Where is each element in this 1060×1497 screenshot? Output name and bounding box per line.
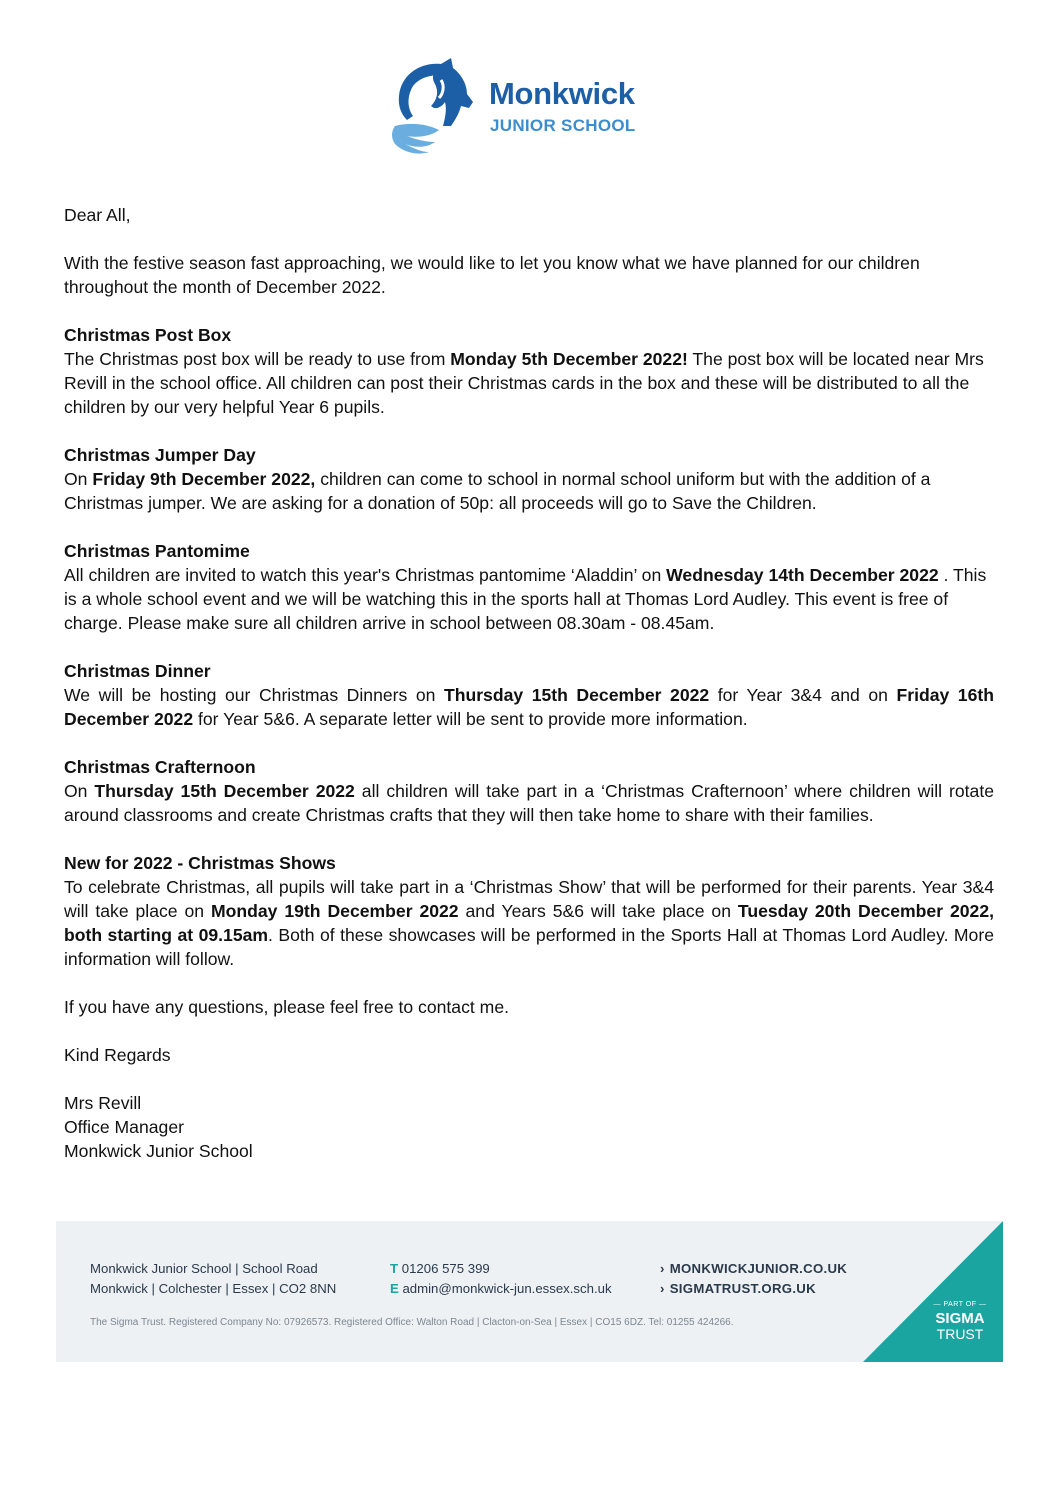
questions-paragraph: If you have any questions, please feel free to contact me. [64,997,509,1017]
phone-number: 01206 575 399 [401,1261,490,1276]
section-text: To celebrate Christmas, all pupils will take part in a ‘Christmas Show’ that will be performed for their parents. Year 3&4 will take place on Monday 19th December 2022 and Years 5&6 will take place on Tuesday 20th December 2022, both starting at 09.15am. Both of these showcases will be performed in the Sports Hall at Thomas Lord Audley. More information will follow. [64,877,995,969]
footer-contact [390,1259,612,1299]
phone [390,1259,612,1279]
pegasus-horse-icon [385,56,485,156]
section-jumper-day [64,443,994,515]
sigma-trust-badge [933,1300,987,1342]
section-text: We will be hosting our Christmas Dinners on Thursday 15th December 2022 for Year 3&4 and on Friday 16th December 2022 for Year 5&6. A separate letter will be sent to provide more information. [64,685,994,729]
phone-key: T [390,1261,399,1276]
address-line-2: Monkwick | Colchester | Essex | CO2 8NN [90,1281,337,1296]
signature-name: Mrs Revill [64,1093,142,1113]
signature-school: Monkwick Junior School [64,1141,253,1161]
chevron-right-icon: › [660,1281,665,1296]
intro-paragraph: With the festive season fast approaching, we would like to let you know what we have planned for our children throughout the month of December 2022. [64,253,920,297]
section-heading: Christmas Post Box [64,325,232,345]
section-heading: Christmas Dinner [64,661,211,681]
school-website-link[interactable]: › MONKWICKJUNIOR.CO.UK [660,1261,848,1276]
section-text: The Christmas post box will be ready to use from Monday 5th December 2022! The post box will be located near Mrs Revill in the school office. All children can post their Christmas cards in the box and these will be distributed to all the children by our very helpful Year 6 pupils. [64,349,984,417]
section-text: On Thursday 15th December 2022 all children will take part in a ‘Christmas Crafternoon’ where children will rotate around classrooms and create Christmas crafts that they will then take home to share with their families. [64,781,994,825]
section-text: All children are invited to watch this year's Christmas pantomime ‘Aladdin’ on Wednesday 14th December 2022 . This is a whole school event and we will be watching this in the sports hall at Thomas Lord Audley. This event is free of charge. Please make sure all children arrive in school between 08.30am - 08.45am. [64,565,987,633]
part-of-label: — PART OF — [933,1301,987,1308]
trust-label: TRUST [936,1326,984,1342]
school-subtitle: JUNIOR SCHOOL [490,116,636,135]
section-heading: Christmas Jumper Day [64,445,256,465]
footer-links [660,1259,847,1299]
signature-role: Office Manager [64,1117,184,1137]
letter-body [64,203,994,1187]
signature-block [64,1091,994,1163]
footer [56,1221,1003,1362]
school-name: Monkwick [489,76,635,111]
section-dinner [64,659,994,731]
section-heading: Christmas Crafternoon [64,757,256,777]
trust-website-link[interactable]: › SIGMATRUST.ORG.UK [660,1281,816,1296]
email [390,1279,612,1299]
legal-text: The Sigma Trust. Registered Company No: 07926573. Registered Office: Walton Road | Clacton-on-Sea | Essex | CO15 6DZ. Tel: 01255 424266. [90,1317,734,1328]
section-heading: New for 2022 - Christmas Shows [64,853,336,873]
email-key: E [390,1281,399,1296]
email-address[interactable]: admin@monkwick-jun.essex.sch.uk [402,1281,612,1296]
closing: Kind Regards [64,1045,171,1065]
section-crafternoon [64,755,994,827]
section-pantomime [64,539,994,635]
address-line-1: Monkwick Junior School | School Road [90,1261,318,1276]
sigma-label: SIGMA [935,1310,985,1327]
footer-address [90,1259,336,1299]
chevron-right-icon: › [660,1261,665,1276]
section-heading: Christmas Pantomime [64,541,250,561]
section-text: On Friday 9th December 2022, children can come to school in normal school uniform but with the addition of a Christmas jumper. We are asking for a donation of 50p: all proceeds will go to Save the Children. [64,469,931,513]
section-christmas-shows [64,851,994,971]
section-post-box [64,323,994,419]
school-logo [385,56,685,156]
salutation: Dear All, [64,205,131,225]
